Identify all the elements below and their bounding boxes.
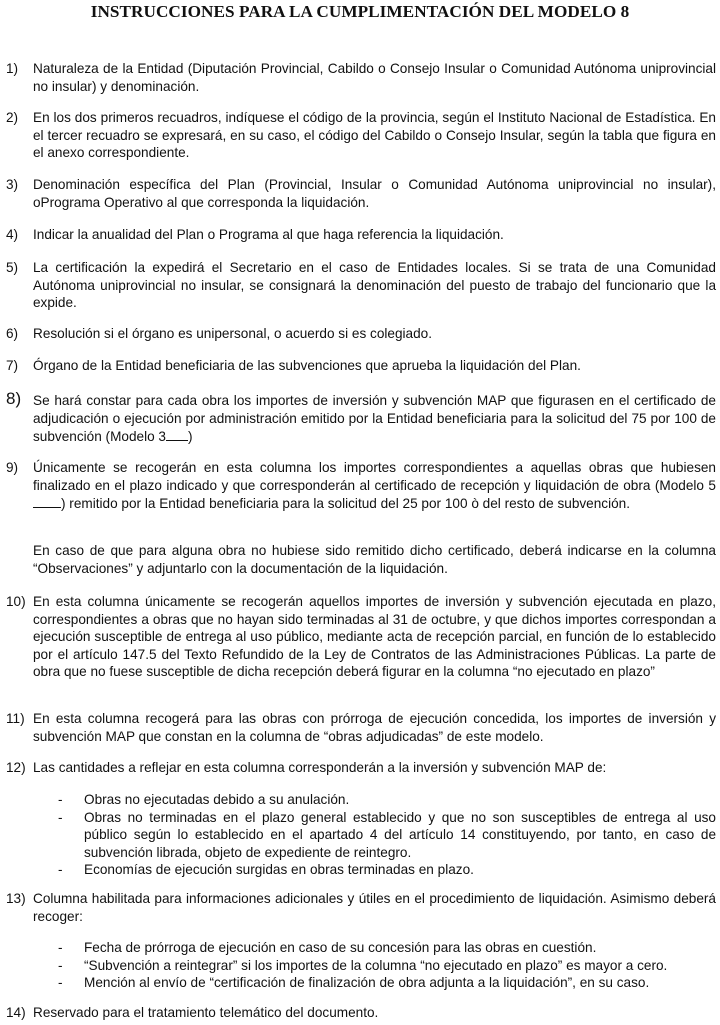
item-number: 3): [6, 177, 19, 192]
blank-line: [33, 494, 61, 508]
item-text: En esta columna recogerá para las obras con prórroga de ejecución concedida, los importes de inversión y subvención MAP que constan en la columna de “obras adjudicadas” de este modelo.: [33, 711, 716, 744]
instruction-10: [6, 593, 716, 681]
item-number: 6): [6, 326, 19, 341]
instruction-4: [6, 226, 716, 244]
dash-marker: -: [58, 975, 63, 991]
item-number: 4): [6, 227, 19, 242]
item-text: Órgano de la Entidad beneficiaria de las subvenciones que aprueba la liquidación del Plan.: [33, 358, 581, 373]
item-text: Denominación específica del Plan (Provincial, Insular o Comunidad Autónoma uniprovincial no insular), oPrograma Operativo al que corresponda la liquidación.: [33, 177, 716, 210]
item-text-part: ): [188, 429, 193, 445]
list-item: [58, 957, 716, 975]
instruction-1: [6, 60, 716, 95]
instruction-5: [6, 259, 716, 312]
instruction-3: [6, 176, 716, 211]
item-text: Columna habilitada para informaciones adicionales y útiles en el procedimiento de liquidación. Asimismo deberá recoger:: [33, 891, 716, 924]
list-item: [58, 809, 716, 862]
item-number: 7): [6, 358, 19, 373]
instruction-9-note: En caso de que para alguna obra no hubiese sido remitido dicho certificado, deberá indicarse en la columna “Observaciones” y adjuntarlo con la documentación de la liquidación.: [33, 543, 716, 576]
item-number: 13): [6, 891, 26, 906]
item-number: 5): [6, 260, 19, 275]
list-item-text: Economías de ejecución surgidas en obras terminadas en plazo.: [84, 862, 474, 878]
instruction-14: [6, 1004, 716, 1022]
item-text: [33, 459, 716, 513]
item-number: 9): [6, 460, 19, 475]
item-text: [33, 392, 716, 446]
item-number: 1): [6, 61, 19, 76]
dash-marker: -: [58, 957, 63, 973]
dash-marker: -: [58, 940, 63, 955]
item-text: Resolución si el órgano es unipersonal, o acuerdo si es colegiado.: [33, 326, 432, 341]
item-text-part: Se hará constar para cada obra los importes de inversión y subvención MAP que figurasen en el certificado de adjudicación o ejecución por administración emitido por la Entidad beneficiaria para la solicitud del 75 por 100 de subvención (Modelo 3: [33, 393, 716, 445]
item-number: 11): [6, 711, 25, 726]
list-item: [58, 974, 716, 992]
blank-line: [166, 427, 188, 441]
instruction-12-list: [58, 791, 716, 879]
item-number: 12): [6, 760, 26, 775]
list-item-text: Obras no ejecutadas debido a su anulación.: [84, 792, 350, 807]
instruction-7: [6, 357, 716, 375]
list-item-text: “Subvención a reintegrar” si los importes de la columna “no ejecutado en plazo” es mayor a cero.: [84, 957, 668, 973]
item-text: Indicar la anualidad del Plan o Programa al que haga referencia la liquidación.: [33, 227, 504, 242]
list-item: [58, 939, 716, 957]
item-text: En los dos primeros recuadros, indíquese el código de la provincia, según el Instituto Nacional de Estadística. En el tercer recuadro se expresará, en su caso, el código del Cabildo o Consejo Insular, según la tabla que figura en el anexo correspondiente.: [33, 110, 716, 161]
item-text-part: Únicamente se recogerán en esta columna los importes correspondientes a aquellas obras que hubiesen finalizado en el plazo indicado y que corresponderán al certificado de recepción y liquidación de obra (Modelo 5: [33, 460, 716, 493]
instruction-13-list: [58, 939, 716, 992]
list-item-text: Fecha de prórroga de ejecución en caso de su concesión para las obras en cuestión.: [84, 940, 597, 955]
item-text: Naturaleza de la Entidad (Diputación Provincial, Cabildo o Consejo Insular o Comunidad Autónoma uniprovincial no insular) y denominación.: [33, 61, 716, 94]
instruction-11: [6, 710, 716, 745]
item-text: Reservado para el tratamiento telemático del documento.: [33, 1005, 379, 1020]
item-number: 2): [6, 110, 19, 125]
instruction-2: [6, 109, 716, 162]
list-item: [58, 861, 716, 879]
dash-marker: -: [58, 809, 63, 825]
instruction-8: [6, 389, 716, 446]
item-number: 14): [6, 1005, 26, 1020]
item-text: La certificación la expedirá el Secretario en el caso de Entidades locales. Si se trata de una Comunidad Autónoma uniprovincial no insular, se consignará la denominación del puesto de trabajo del funcionario que la expide.: [33, 260, 716, 311]
list-item-text: Mención al envío de “certificación de finalización de obra adjunta a la liquidación”, en su caso.: [84, 975, 650, 991]
item-number: 10): [6, 594, 26, 609]
dash-marker: -: [58, 862, 63, 878]
page-title: INSTRUCCIONES PARA LA CUMPLIMENTACIÓN DEL MODELO 8: [90, 2, 630, 21]
instruction-13: [6, 890, 716, 925]
list-item-text: Obras no terminadas en el plazo general establecido y que no son susceptibles de entrega al uso público según lo establecido en el apartado 4 del artículo 14 constituyendo, por tanto, en caso de subvención librada, objeto de expediente de reintegro.: [84, 809, 716, 860]
dash-marker: -: [58, 792, 63, 807]
instruction-6: [6, 325, 716, 343]
instruction-12: [6, 759, 716, 777]
item-text: Las cantidades a reflejar en esta columna corresponderán a la inversión y subvención MAP de:: [33, 760, 607, 775]
item-text: En esta columna únicamente se recogerán aquellos importes de inversión y subvención ejecutada en plazo, correspondientes a obras que no hayan sido terminadas al 31 de octubre, y que dichos importes correspondan a ejecución susceptible de entrega al uso público, mediante acta de recepción parcial, en función de lo establecido por el artículo 147.5 del Texto Refundido de la Ley de Contratos de las Administraciones Públicas. La parte de obra que no fuese susceptible de dicha recepción deberá figurar en la columna “no ejecutado en plazo”: [33, 594, 716, 680]
list-item: [58, 791, 716, 809]
instruction-9: [6, 459, 716, 513]
item-number: 8): [6, 389, 22, 408]
item-text-part: ) remitido por la Entidad beneficiaria para la solicitud del 25 por 100 ò del resto de subvención.: [61, 496, 631, 512]
